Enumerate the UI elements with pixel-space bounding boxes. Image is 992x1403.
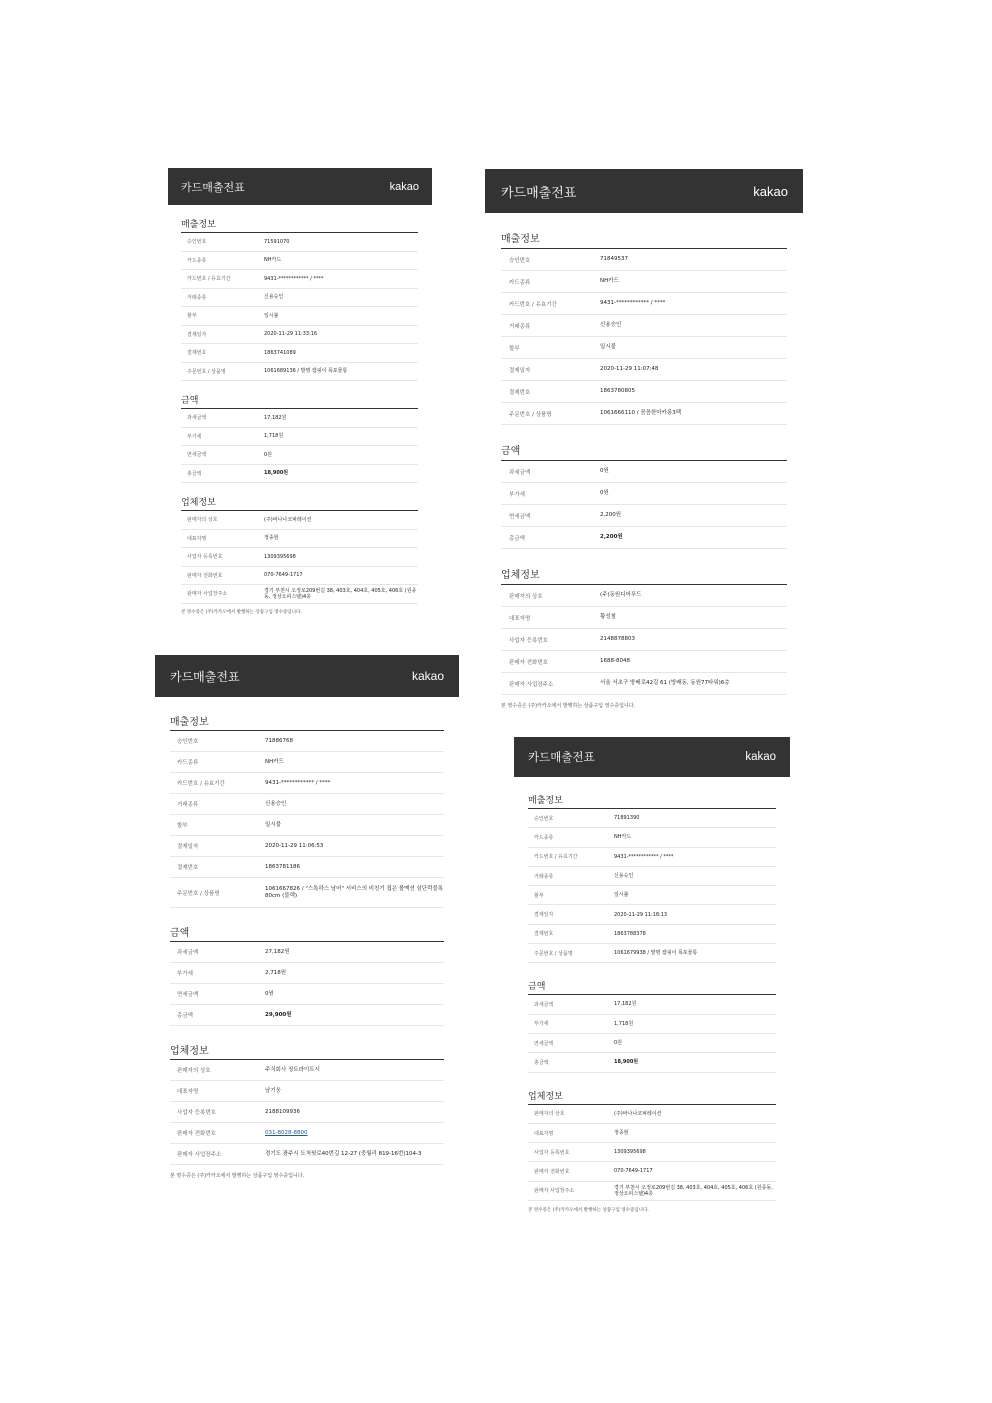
row-value: 2020-11-29 11:07:48	[600, 366, 659, 373]
section-title: 금액	[501, 425, 787, 461]
row-label: 거래종류	[177, 802, 199, 808]
row-value: 1,718원	[614, 1020, 634, 1027]
row-value: 황성철	[600, 614, 616, 621]
row-label: 사업자 등록번호	[177, 1110, 216, 1116]
row-label: 판매자의 상호	[177, 1068, 211, 1074]
row-label: 판매자의 상호	[509, 593, 543, 600]
row-value: 1309395698	[614, 1149, 646, 1156]
info-row	[528, 925, 776, 944]
row-label: 결제일자	[177, 844, 199, 850]
info-row	[501, 629, 787, 651]
info-row	[181, 289, 418, 308]
section-title: 금액	[170, 908, 444, 942]
row-value: 0원	[264, 451, 273, 458]
row-label: 주문번호 / 상품명	[534, 950, 573, 957]
brand-logo: kakao	[745, 751, 776, 763]
row-label: 할부	[509, 345, 520, 352]
row-value: 일시불	[614, 892, 629, 899]
info-row	[528, 886, 776, 905]
row-label: 승인번호	[177, 739, 199, 745]
section-title: 금액	[181, 381, 418, 409]
section-title: 매출정보	[501, 213, 787, 249]
row-value: NH카드	[600, 278, 619, 285]
info-row	[181, 344, 418, 363]
info-row	[181, 446, 418, 465]
section-amount	[181, 381, 418, 483]
row-label: 거래종류	[509, 323, 531, 330]
row-value: 서울 서초구 방배로42길 61 (방배동, 동원77타워)6층	[600, 680, 730, 687]
info-row	[170, 963, 444, 984]
row-value: 1061666110 / 꼼꼼한마카롱3팩	[600, 410, 682, 417]
info-row	[170, 1144, 444, 1165]
row-value: 2188109936	[265, 1108, 300, 1115]
info-row	[181, 270, 418, 289]
row-label: 판매자 전화번호	[509, 659, 548, 666]
row-label: 할부	[177, 823, 188, 829]
row-label: 카드번호 / 유효기간	[177, 781, 225, 787]
info-row	[170, 1081, 444, 1102]
info-row	[501, 461, 787, 483]
row-label: 거래종류	[187, 294, 207, 301]
row-value: 정종현	[614, 1129, 629, 1136]
row-label: 카드종류	[534, 834, 554, 841]
receipt-3	[155, 655, 459, 1179]
info-row	[528, 867, 776, 886]
section-title: 매출정보	[181, 205, 418, 233]
row-value: 71891390	[614, 815, 640, 822]
receipt-header	[155, 655, 459, 697]
row-value: 0원	[600, 490, 609, 497]
info-row	[528, 1143, 776, 1162]
row-label: 카드번호 / 유효기간	[534, 854, 578, 861]
row-value: 경기 부천시 오정로209번길 38, 403호, 404호, 405호, 406호 (원종동, 정상오피스텔)4층	[264, 587, 417, 600]
row-label: 판매자 사업장주소	[534, 1188, 575, 1195]
row-value: 1688-8048	[600, 658, 630, 665]
receipt-footer-note: 본 영수증은 (주)카카오에서 발행하는 상품구입 영수증입니다.	[501, 703, 636, 709]
row-label: 주문번호 / 상품명	[187, 368, 226, 375]
row-label: 사업자 등록번호	[534, 1149, 570, 1156]
row-value: 0원	[265, 990, 274, 997]
info-row	[528, 995, 776, 1014]
info-row	[170, 773, 444, 794]
info-row	[181, 585, 418, 604]
row-value: (주)동원디어푸드	[600, 592, 642, 599]
row-value: 71849537	[600, 256, 628, 263]
row-label: 총금액	[534, 1059, 549, 1066]
info-row	[181, 428, 418, 447]
row-value: 남기웅	[265, 1087, 281, 1094]
row-label: 할부	[187, 313, 197, 320]
info-row	[181, 548, 418, 567]
row-value: 070-7649-1717	[614, 1168, 653, 1175]
row-value: 1863780805	[600, 388, 635, 395]
info-row	[501, 585, 787, 607]
row-label: 과세금액	[509, 469, 531, 476]
receipt-body	[168, 205, 432, 615]
row-label: 면세금액	[187, 452, 207, 459]
row-value: 일시불	[600, 344, 616, 351]
row-label: 카드종류	[177, 760, 199, 766]
row-label: 부가세	[534, 1021, 549, 1028]
receipt-body	[514, 777, 790, 1213]
row-value: 2020-11-29 11:18:13	[614, 911, 668, 918]
row-value: 정종현	[264, 535, 279, 542]
section-title: 업체정보	[501, 549, 787, 585]
row-label: 대표자명	[534, 1130, 554, 1137]
row-value: 1863788378	[614, 930, 646, 937]
row-value: 18,900원	[614, 1059, 639, 1066]
row-value: (주)바나나코퍼레이션	[264, 516, 312, 523]
section-amount	[501, 425, 787, 549]
row-value: 9431-************ / ****	[264, 275, 324, 282]
info-row	[170, 731, 444, 752]
row-value: 1,718원	[264, 433, 284, 440]
row-value: 0원	[600, 468, 609, 475]
receipt-header	[485, 169, 803, 213]
row-label: 판매자 전화번호	[187, 572, 223, 579]
row-label: 과세금액	[177, 950, 199, 956]
info-row	[181, 409, 418, 428]
row-value: 1309395698	[264, 553, 296, 560]
row-value: 경기도 광주시 도척윗로40번길 12-27 (중월리 819-16번)104-3	[265, 1150, 422, 1157]
row-label: 결제번호	[187, 350, 207, 357]
section-sales	[501, 213, 787, 425]
info-row	[181, 363, 418, 382]
receipt-1	[168, 168, 432, 615]
info-row	[181, 465, 418, 484]
section-merchant	[181, 483, 418, 604]
row-label: 카드번호 / 유효기간	[509, 301, 557, 308]
receipt-body	[485, 213, 803, 709]
info-row	[501, 271, 787, 293]
row-value: 2020-11-29 11:06:53	[265, 842, 324, 849]
row-label: 결제번호	[509, 389, 531, 396]
row-label: 카드번호 / 유효기간	[187, 276, 231, 283]
row-label: 과세금액	[534, 1002, 554, 1009]
info-row	[528, 905, 776, 924]
row-label: 사업자 등록번호	[509, 637, 548, 644]
receipt-footer-note: 본 영수증은 (주)카카오에서 발행하는 상품구입 영수증입니다.	[181, 609, 302, 615]
info-row	[501, 249, 787, 271]
row-value: 71591070	[264, 238, 290, 245]
row-label: 면세금액	[534, 1040, 554, 1047]
info-row	[181, 567, 418, 586]
section-title: 금액	[528, 963, 776, 995]
row-label: 총금액	[177, 1013, 193, 1019]
row-label: 결제일자	[509, 367, 531, 374]
info-row	[501, 483, 787, 505]
info-row	[501, 381, 787, 403]
row-value: 신용승인	[265, 800, 287, 807]
row-value: 29,900원	[265, 1011, 292, 1018]
section-title: 업체정보	[170, 1026, 444, 1060]
row-value: 1061679938 / 발명 캠핑이 폭포물통	[614, 950, 698, 957]
info-row	[181, 511, 418, 530]
phone-link[interactable]: 031-8028-8800	[265, 1129, 308, 1136]
row-label: 대표자명	[177, 1089, 199, 1095]
row-value: 2,718원	[265, 969, 287, 976]
row-label: 판매자 사업장주소	[187, 591, 228, 598]
section-sales	[528, 777, 776, 963]
row-label: 면세금액	[509, 513, 531, 520]
info-row	[528, 848, 776, 867]
info-row	[170, 1123, 444, 1144]
section-sales	[181, 205, 418, 381]
brand-logo: kakao	[389, 180, 419, 193]
info-row	[528, 944, 776, 963]
info-row	[170, 1102, 444, 1123]
info-row	[501, 505, 787, 527]
row-label: 결제번호	[177, 865, 199, 871]
row-label: 대표자명	[509, 615, 531, 622]
row-label: 판매자 전화번호	[177, 1131, 216, 1137]
row-value: 2020-11-29 11:33:16	[264, 331, 318, 338]
row-value: 신용승인	[600, 322, 622, 329]
receipt-title: 카드매출전표	[501, 185, 577, 201]
receipt-footer-note: 본 영수증은 (주)카카오에서 발행하는 상품구입 영수증입니다.	[528, 1208, 649, 1214]
row-label: 할부	[534, 892, 544, 899]
row-label: 사업자 등록번호	[187, 554, 223, 561]
section-title: 매출정보	[528, 777, 776, 809]
row-value: 9431-************ / ****	[265, 779, 331, 786]
row-label: 판매자 사업장주소	[177, 1152, 222, 1158]
row-label: 주문번호 / 상품명	[177, 890, 220, 897]
row-value: (주)바나나코퍼레이션	[614, 1110, 662, 1117]
info-row	[528, 1105, 776, 1124]
receipt-title: 카드매출전표	[528, 750, 595, 764]
section-amount	[528, 963, 776, 1072]
section-title: 업체정보	[181, 483, 418, 511]
receipt-2	[485, 169, 803, 709]
row-value: 1863741089	[264, 349, 296, 356]
info-row	[170, 794, 444, 815]
row-value: 0원	[614, 1039, 623, 1046]
section-sales	[170, 697, 444, 908]
row-label: 부가세	[187, 433, 202, 440]
row-value: 2,200원	[600, 534, 623, 541]
row-label: 승인번호	[187, 239, 207, 246]
info-row	[501, 293, 787, 315]
row-value: 주식회사 청트라이트시	[265, 1066, 320, 1073]
row-value: 070-7649-1717	[264, 572, 303, 579]
row-value: NH카드	[265, 758, 284, 765]
info-row	[528, 1162, 776, 1181]
row-label: 총금액	[187, 470, 202, 477]
row-label: 결제일자	[534, 912, 554, 919]
row-value: 경기 부천시 오정로209번길 38, 403호, 404호, 405호, 406호 (원종동, 정상오피스텔)4층	[614, 1184, 773, 1197]
row-value: 2148878803	[600, 636, 635, 643]
row-label: 총금액	[509, 535, 525, 542]
receipt-body	[155, 697, 459, 1179]
row-value: 17,182원	[614, 1001, 637, 1008]
row-label: 승인번호	[534, 815, 554, 822]
info-row	[501, 673, 787, 695]
row-label: 대표자명	[187, 535, 207, 542]
info-row	[170, 836, 444, 857]
info-row	[528, 809, 776, 828]
row-value: 1061689136 / 발명 캠핑이 폭포물통	[264, 368, 348, 375]
row-label: 카드종류	[187, 257, 207, 264]
row-label: 판매자 전화번호	[534, 1169, 570, 1176]
section-amount	[170, 908, 444, 1026]
brand-logo: kakao	[411, 669, 444, 683]
row-label: 승인번호	[509, 257, 531, 264]
info-row	[170, 857, 444, 878]
info-row	[501, 359, 787, 381]
row-value: 71886768	[265, 737, 293, 744]
row-value: 신용승인	[264, 294, 284, 301]
receipt-footer-note: 본 영수증은 (주)카카오에서 발행하는 상품구입 영수증입니다.	[170, 1173, 305, 1179]
row-value: 9431-************ / ****	[614, 853, 674, 860]
receipt-header	[168, 168, 432, 205]
row-label: 판매자 사업장주소	[509, 681, 554, 688]
row-value: 18,900원	[264, 470, 289, 477]
receipt-4	[514, 737, 790, 1213]
info-row	[181, 252, 418, 271]
receipt-title: 카드매출전표	[181, 180, 245, 194]
info-row	[170, 1060, 444, 1081]
info-row	[170, 878, 444, 908]
row-label: 판매자의 상호	[187, 517, 218, 524]
row-value: 일시불	[264, 312, 279, 319]
info-row	[501, 651, 787, 673]
info-row	[528, 828, 776, 847]
info-row	[501, 403, 787, 425]
info-row	[528, 1182, 776, 1201]
row-value: NH카드	[614, 834, 632, 841]
section-merchant	[501, 549, 787, 695]
info-row	[170, 815, 444, 836]
info-row	[181, 233, 418, 252]
info-row	[181, 530, 418, 549]
info-row	[501, 527, 787, 549]
row-label: 결제번호	[534, 931, 554, 938]
row-value: 1863781186	[265, 863, 300, 870]
info-row	[170, 984, 444, 1005]
row-value: 9431-************ / ****	[600, 300, 666, 307]
info-row	[501, 337, 787, 359]
info-row	[181, 326, 418, 345]
brand-logo: kakao	[753, 183, 788, 199]
row-value: 일시불	[265, 821, 281, 828]
info-row	[501, 607, 787, 629]
row-label: 면세금액	[177, 992, 199, 998]
info-row	[181, 307, 418, 326]
row-label: 카드종류	[509, 279, 531, 286]
row-value: 17,182원	[264, 414, 287, 421]
row-label: 부가세	[509, 491, 525, 498]
info-row	[528, 1053, 776, 1072]
info-row	[501, 315, 787, 337]
section-title: 매출정보	[170, 697, 444, 731]
receipt-title: 카드매출전표	[170, 669, 240, 684]
section-merchant	[528, 1073, 776, 1201]
info-row	[170, 1005, 444, 1026]
row-label: 판매자의 상호	[534, 1111, 565, 1118]
row-value: NH카드	[264, 257, 282, 264]
section-merchant	[170, 1026, 444, 1165]
info-row	[528, 1124, 776, 1143]
row-value: 1061667826 / "스톡하스 남어" 서비스의 비친기 접은 볼맥션 삼단럭블록 80cm (블랙)	[265, 885, 444, 899]
info-row	[170, 752, 444, 773]
row-value: 27,182원	[265, 948, 290, 955]
row-label: 주문번호 / 상품명	[509, 411, 552, 418]
row-value: 신용승인	[614, 872, 634, 879]
row-label: 거래종류	[534, 873, 554, 880]
info-row	[170, 942, 444, 963]
row-label: 결제일자	[187, 331, 207, 338]
info-row	[528, 1034, 776, 1053]
row-label: 부가세	[177, 971, 193, 977]
row-value: 2,200원	[600, 512, 622, 519]
info-row	[528, 1015, 776, 1034]
receipt-header	[514, 737, 790, 777]
row-label: 과세금액	[187, 415, 207, 422]
section-title: 업체정보	[528, 1073, 776, 1105]
